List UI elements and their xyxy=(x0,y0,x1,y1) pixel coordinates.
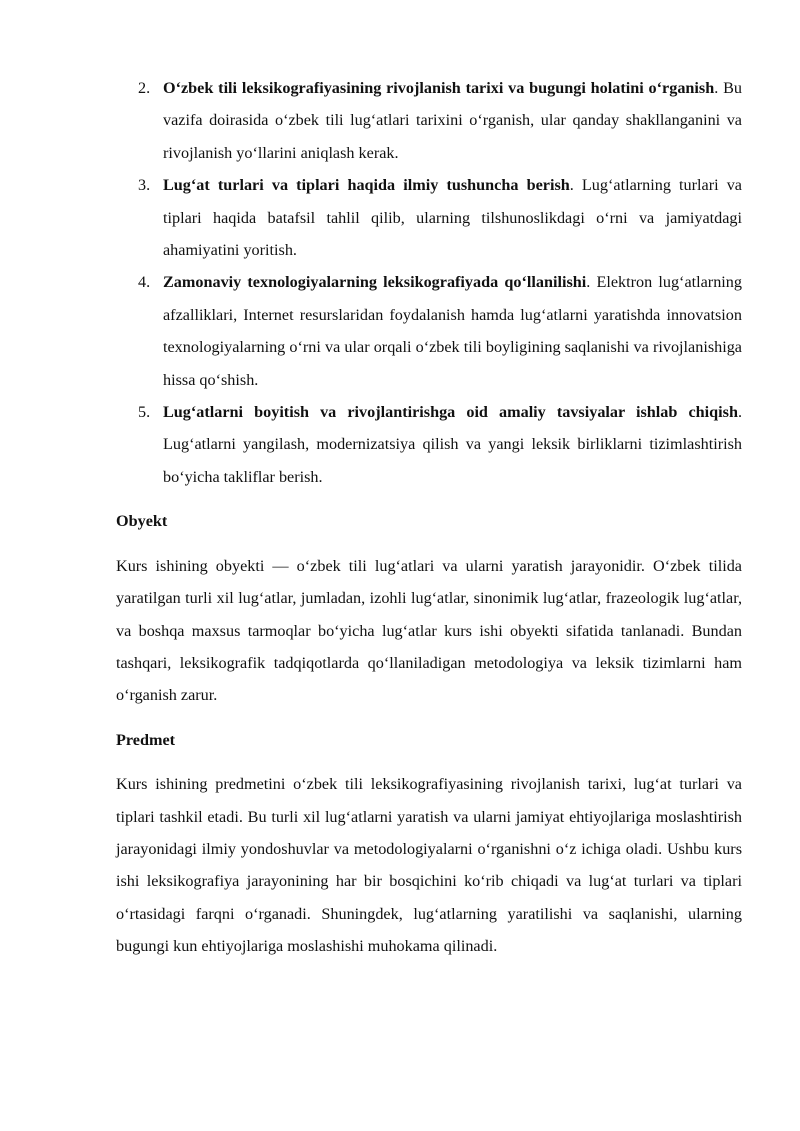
predmet-heading: Predmet xyxy=(116,730,176,749)
list-item-text: . Lug‘atlarni yangilash, modernizatsiya qilish va yangi leksik birliklarni tizimlashtirish bo‘yicha takliflar berish. xyxy=(163,403,742,486)
list-item-text: . Elektron lug‘atlarning afzalliklari, Internet resurslaridan foydalanish hamda lug‘atlarni yaratishda innovatsion texnologiyalarning o‘rni va ular orqali o‘zbek tili boyligining saqlanishi va rivojlanishiga hissa qo‘shish. xyxy=(163,273,742,389)
document-page xyxy=(116,72,742,963)
list-item-text: . Lug‘atlarning turlari va tiplari haqida batafsil tahlil qilib, ularning tilshunoslikdagi o‘rni va jamiyatdagi ahamiyatini yoritish. xyxy=(163,176,742,260)
list-item-number: 3. xyxy=(138,176,151,195)
list-item-lead: Lug‘at turlari va tiplari haqida ilmiy tushuncha berish xyxy=(163,176,570,195)
list-item-text: . Bu vazifa doirasida o‘zbek tili lug‘atlari tarixini o‘rganish, ular qanday shakllanganini va rivojlanish yo‘llarini aniqlash kerak. xyxy=(163,79,742,162)
list-item-lead: Lug‘atlarni boyitish va rivojlantirishga oid amaliy tavsiyalar ishlab chiqish xyxy=(163,403,738,422)
list-item-lead: O‘zbek tili leksikografiyasining rivojlanish tarixi va bugungi holatini o‘rganish xyxy=(163,79,715,97)
list-item-number: 4. xyxy=(138,273,151,292)
list-item-number: 5. xyxy=(138,403,151,422)
list-item-lead: Zamonaviy texnologiyalarning leksikografiyada qo‘llanilishi xyxy=(163,273,587,292)
obyekt-heading: Obyekt xyxy=(116,512,168,531)
list-item xyxy=(116,169,742,266)
predmet-paragraph: Kurs ishining predmetini o‘zbek tili leksikografiyasining rivojlanish tarixi, lug‘at turlari va tiplari tashkil etadi. Bu turli xil lug‘atlarni yaratish va ularni jamiyat ehtiyojlariga moslashtirish jarayonidagi ilmiy yondoshuvlar va metodologiyalarni o‘rganishni o‘z ichiga oladi. Ushbu kurs ishi leksikografiya jarayonining har bir bosqichini ko‘rib chiqadi va lug‘at turlari va tiplari o‘rtasidagi farqni o‘rganadi. Shuningdek, lug‘atlarning yaratilishi va saqlanishi, ularning bugungi kun ehtiyojlariga moslashishi muhokama qilinadi. xyxy=(116,775,742,956)
list-item xyxy=(116,266,742,396)
tasks-list xyxy=(116,72,742,493)
list-item xyxy=(116,72,742,169)
obyekt-paragraph: Kurs ishining obyekti — o‘zbek tili lug‘atlari va ularni yaratish jarayonidir. O‘zbek tilida yaratilgan turli xil lug‘atlar, jumladan, izohli lug‘atlar, sinonimik lug‘atlar, frazeologik lug‘atlar, va boshqa maxsus tarmoqlar bo‘yicha lug‘atlar kurs ishi obyekti sifatida tanlanadi. Bundan tashqari, leksikografik tadqiqotlarda qo‘llaniladigan metodologiya va leksik tizimlarni ham o‘rganish zarur. xyxy=(116,556,742,705)
list-item-number: 2. xyxy=(138,79,151,97)
list-item xyxy=(116,396,742,493)
